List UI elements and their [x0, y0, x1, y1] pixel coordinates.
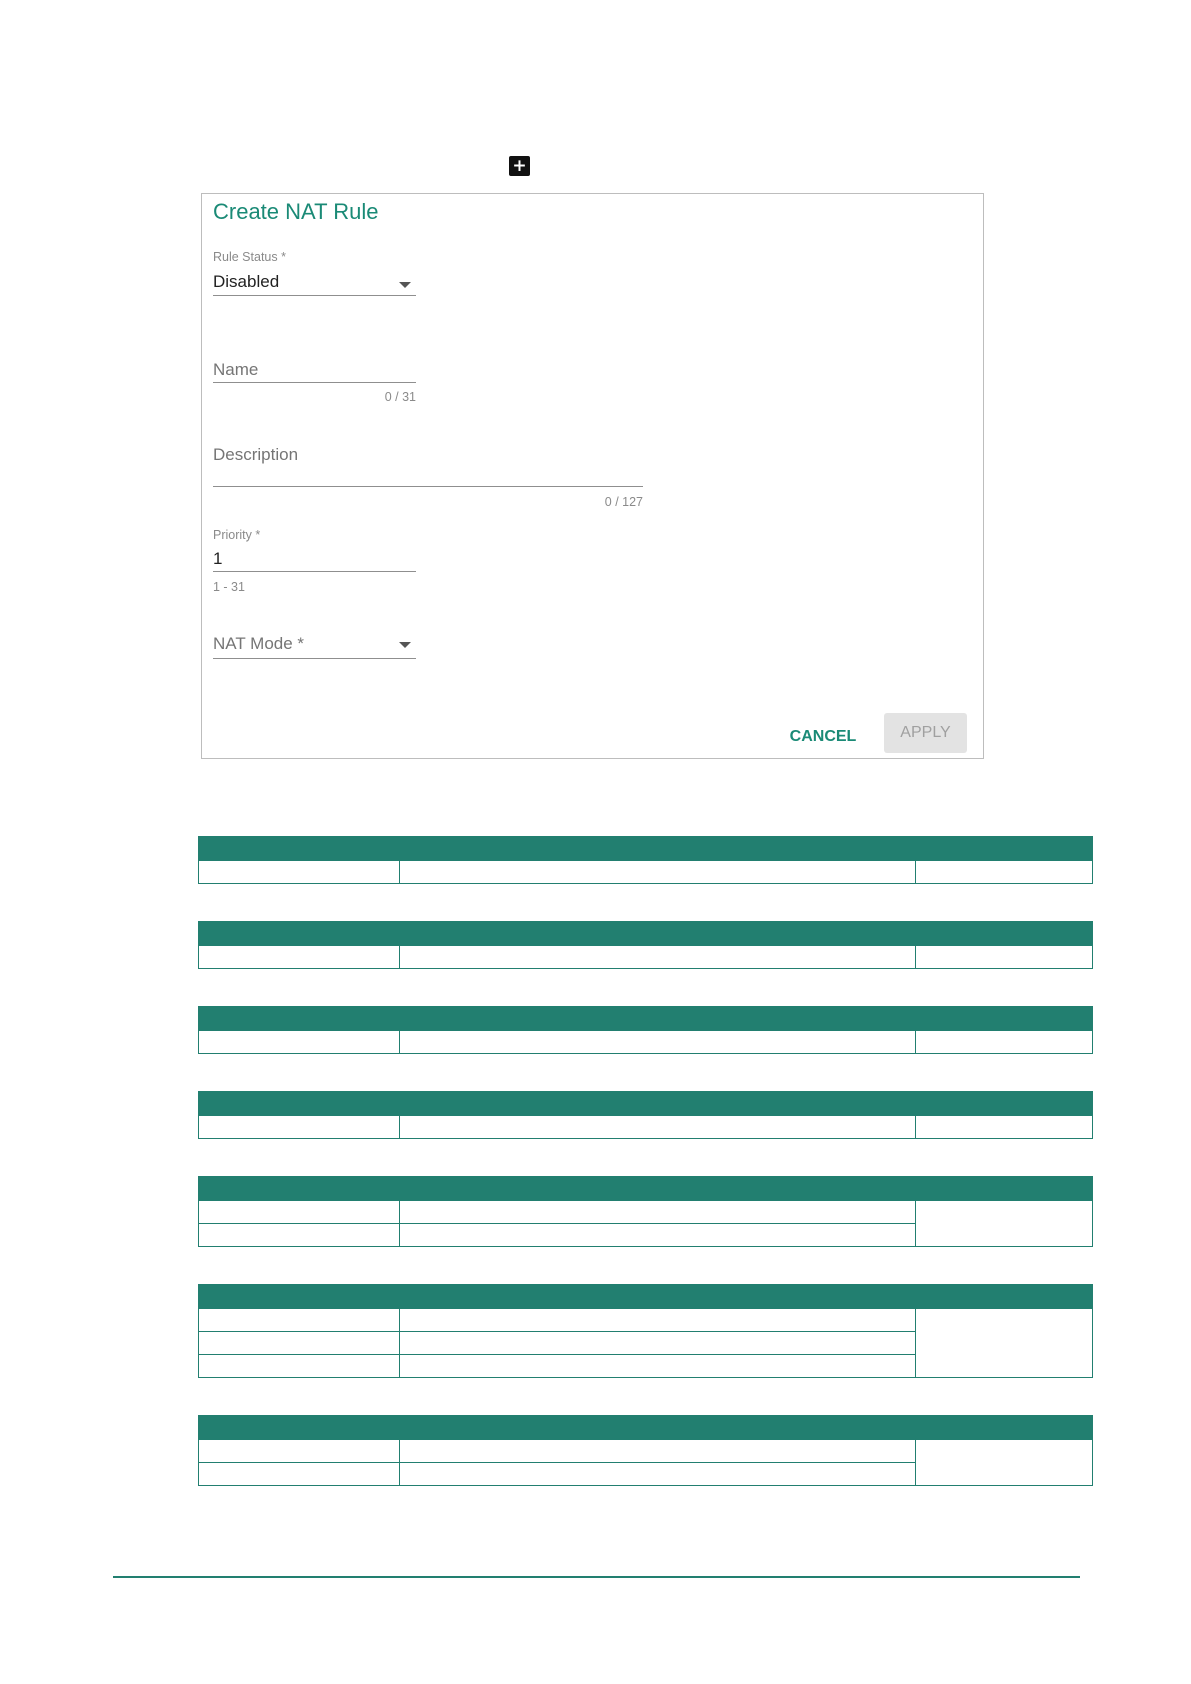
chevron-down-icon: [399, 282, 411, 288]
nat-mode-underline: [213, 658, 416, 659]
priority-value: 1: [213, 549, 223, 568]
table-row: [199, 1309, 1093, 1332]
priority-underline: [213, 571, 416, 572]
rule-status-select[interactable]: [213, 250, 416, 296]
settings-table-7: [198, 1415, 1093, 1486]
description-counter: 0 / 127: [604, 495, 643, 509]
name-counter: 0 / 31: [384, 390, 416, 404]
description-placeholder: Description: [213, 445, 299, 464]
table-header-row: [199, 1416, 1093, 1440]
footer-divider: [113, 1576, 1080, 1578]
nat-mode-select[interactable]: [213, 634, 416, 666]
settings-table-5: [198, 1176, 1093, 1247]
settings-table-2: [198, 921, 1093, 969]
table-header-row: [199, 922, 1093, 946]
create-nat-rule-dialog: [201, 193, 984, 759]
name-field[interactable]: [213, 360, 416, 420]
table-row: [199, 861, 1093, 884]
table-header-row: [199, 1285, 1093, 1309]
table-row: [199, 1440, 1093, 1463]
priority-field[interactable]: [213, 528, 416, 598]
name-underline: [213, 382, 416, 383]
priority-hint: 1 - 31: [213, 580, 245, 594]
rule-status-value: Disabled: [213, 272, 280, 291]
nat-mode-placeholder: NAT Mode *: [213, 634, 305, 653]
table-row: [199, 1116, 1093, 1139]
rule-status-label: Rule Status *: [213, 250, 286, 264]
description-field[interactable]: [213, 445, 643, 515]
priority-label: Priority *: [213, 528, 261, 542]
table-row: [199, 946, 1093, 969]
settings-table-4: [198, 1091, 1093, 1139]
rule-status-underline: [213, 295, 416, 296]
table-header-row: [199, 1092, 1093, 1116]
description-underline: [213, 486, 643, 487]
name-placeholder: Name: [213, 360, 259, 379]
settings-table-1: [198, 836, 1093, 884]
settings-table-6: [198, 1284, 1093, 1378]
table-header-row: [199, 837, 1093, 861]
apply-button[interactable]: APPLY: [884, 713, 967, 753]
chevron-down-icon: [399, 642, 411, 648]
table-header-row: [199, 1007, 1093, 1031]
add-icon[interactable]: +: [509, 156, 530, 176]
dialog-title: Create NAT Rule: [213, 199, 379, 224]
table-row: [199, 1201, 1093, 1224]
cancel-button[interactable]: CANCEL: [789, 728, 857, 745]
table-header-row: [199, 1177, 1093, 1201]
table-row: [199, 1031, 1093, 1054]
settings-table-3: [198, 1006, 1093, 1054]
